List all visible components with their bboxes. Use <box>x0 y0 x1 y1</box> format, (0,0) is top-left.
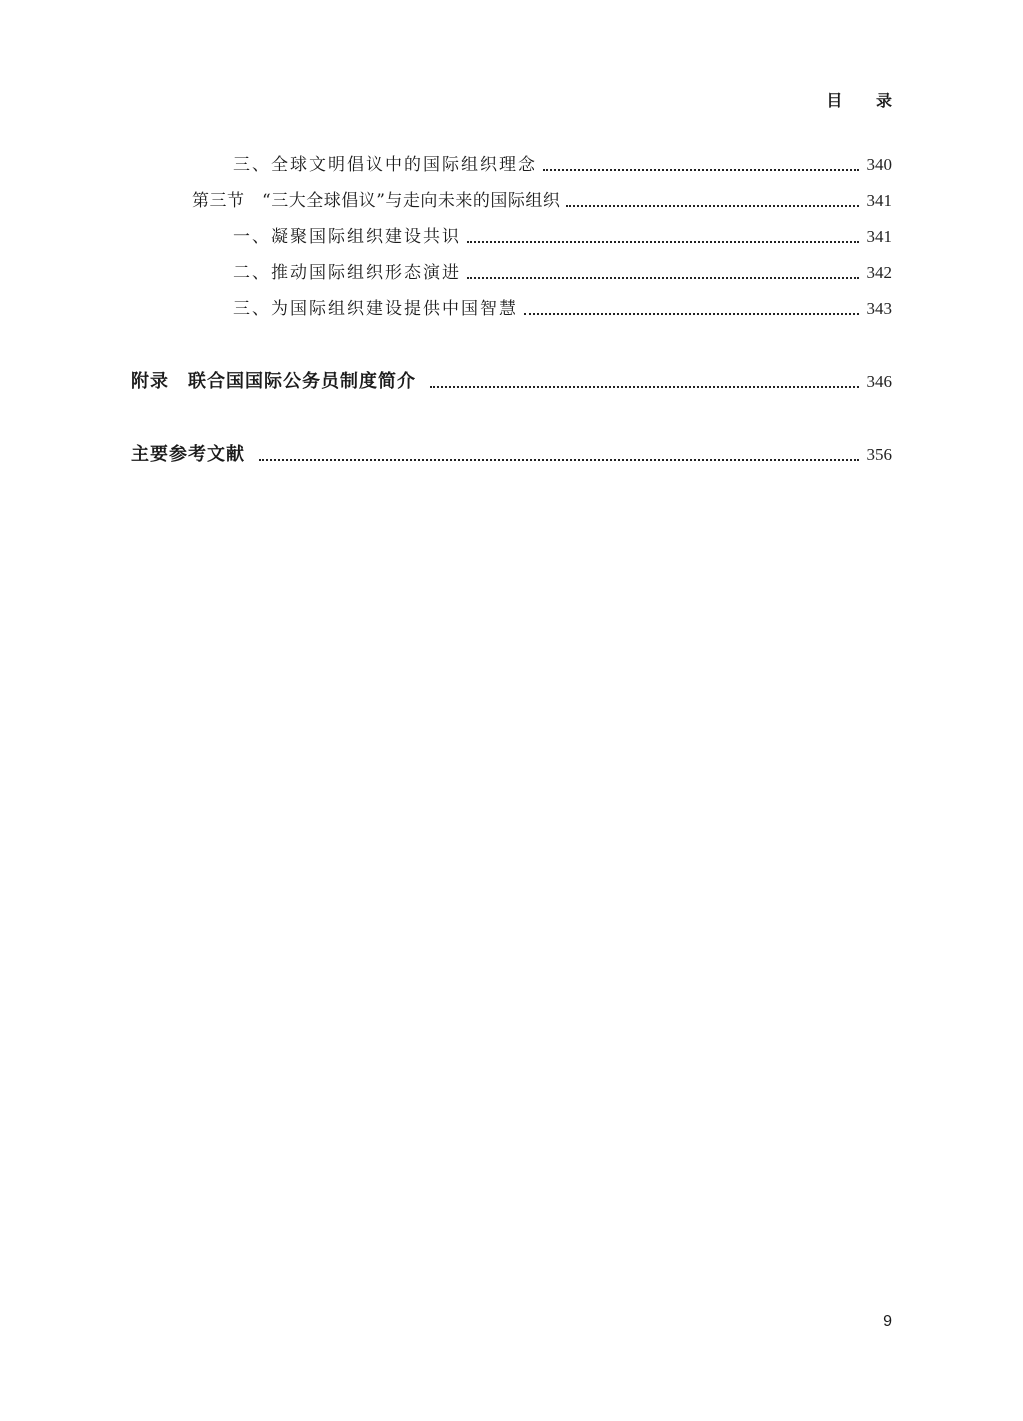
toc-entry[interactable] <box>131 220 892 248</box>
toc-appendix-entry[interactable] <box>131 365 892 393</box>
toc-entry-title: 三、为国际组织建设提供中国智慧 <box>233 299 518 319</box>
toc-entry-title: 三、全球文明倡议中的国际组织理念 <box>233 155 537 175</box>
toc-entry-page: 340 <box>866 155 892 174</box>
dot-leader <box>467 241 859 243</box>
toc-entry[interactable] <box>131 148 892 176</box>
toc-entry-page: 341 <box>866 191 892 210</box>
toc-references-entry[interactable] <box>131 438 892 466</box>
dot-leader <box>543 169 859 171</box>
toc-entry-page: 341 <box>866 227 892 246</box>
toc-entry-page: 356 <box>866 445 892 464</box>
toc-entry[interactable] <box>131 292 892 320</box>
toc-entry-title: 主要参考文献 <box>131 444 245 465</box>
toc-entry-title: 二、推动国际组织形态演进 <box>233 263 461 283</box>
toc-entry-title: 一、凝聚国际组织建设共识 <box>233 227 461 247</box>
toc-entry-page: 343 <box>866 299 892 318</box>
dot-leader <box>524 313 859 315</box>
toc-section-entry[interactable] <box>131 184 892 212</box>
dot-leader <box>259 459 859 461</box>
toc-entry[interactable] <box>131 256 892 284</box>
page-number: 9 <box>883 1313 892 1330</box>
dot-leader <box>566 205 858 207</box>
dot-leader <box>467 277 859 279</box>
running-header: 目 录 <box>826 91 906 110</box>
toc-entry-title: 附录 联合国国际公务员制度简介 <box>131 371 416 392</box>
toc-entry-title: 第三节 “三大全球倡议”与走向未来的国际组织 <box>192 191 561 211</box>
dot-leader <box>430 386 859 388</box>
toc-entry-page: 342 <box>866 263 892 282</box>
toc-entry-page: 346 <box>866 372 892 391</box>
